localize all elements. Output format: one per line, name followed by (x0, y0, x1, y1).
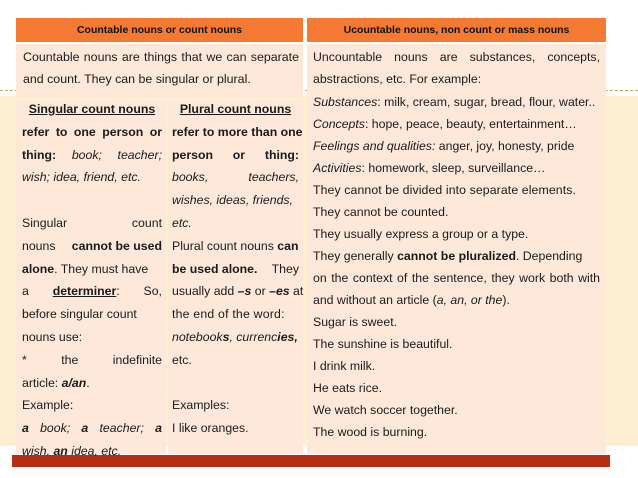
plural-column: Plural count nouns refer to more than one person or thing: books, teachers, wishes, ideas, friends, etc. Plural count nouns can be used alone. They usually add –s or –es at the end of the word: notebooks, currencies, etc. Examples: I like oranges. (172, 98, 299, 440)
uncountable-column: Uncountable nouns are substances, concepts, abstractions, etc. For example: Substances: milk, cream, sugar, bread, flour, water.. Concepts: hope, peace, beauty, entertainment… Feelings and qualities: anger, joy, honesty, pride Activities: homework, sleep, surveillance… They cannot be divided into separate elements. They cannot be counted. They usually express a group or a type. They generally cannot be pluralized. Depending on the context of the sentence, they work both with and without an article (a, an, or the). Sugar is sweet. The sunshine is beautiful. I drink milk. He eats rice. We watch soccer together. The wood is burning. (313, 50, 600, 439)
singular-heading: Singular count nouns (28, 102, 156, 116)
countable-definition: Countable nouns are things that we can separate and count. They can be singular or plural. (23, 50, 299, 87)
header-uncountable: Ucountable nouns, non count or mass nouns (307, 18, 606, 42)
singular-column: Singular count nouns refer to one person or thing: book; teacher; wish; idea, friend, etc. Singular count nouns cannot be used alone. They must have a determiner: So, before singular count nouns use: * the indefinite article: a/an. Example: a book; a teacher; a wish, an idea, etc. (22, 98, 162, 463)
header-countable: Countable nouns or count nouns (16, 18, 303, 42)
plural-heading: Plural count nouns (179, 102, 292, 116)
comparison-table (16, 14, 606, 458)
